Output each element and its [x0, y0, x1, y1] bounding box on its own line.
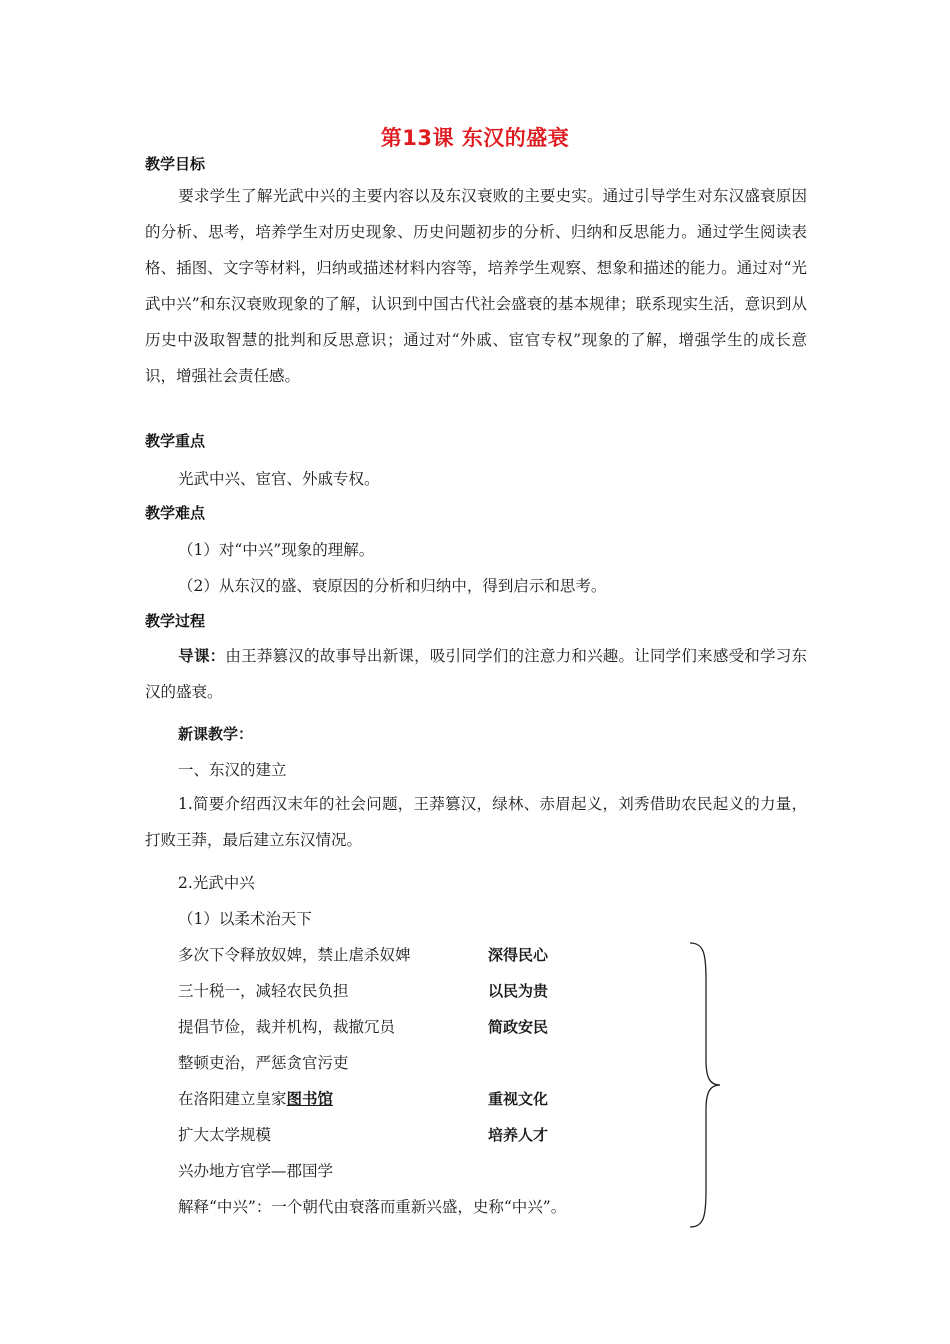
measure-right: 重视文化 — [488, 1090, 549, 1108]
measure-left: 提倡节俭，裁并机构，裁撤冗员 — [178, 1018, 396, 1036]
point1-text: 1.简要介绍西汉末年的社会问题，王莽篡汉，绿林、赤眉起义，刘秀借助农民起义的力量，打败王莽，最后建立东汉情况。 — [145, 795, 807, 849]
difficult-item: （2）从东汉的盛、衰原因的分析和归纳中，得到启示和思考。 — [178, 577, 607, 595]
goals-text: 要求学生了解光武中兴的主要内容以及东汉衰败的主要史实。通过引导学生对东汉盛衰原因的分析、思考，培养学生对历史现象、历史问题初步的分析、归纳和反思能力。通过学生阅读表格、插图、文字等材料，归纳或描述材料内容等，培养学生观察、想象和描述的能力。通过对“光武中兴”和东汉衰败现象的了解，认识到中国古代社会盛衰的基本规律；联系现实生活，意识到从历史中汲取智慧的批判和反思意识；通过对“外戚、宦官专权”现象的了解，增强学生的成长意识，增强社会责任感。 — [145, 187, 807, 385]
page-title: 第13课 东汉的盛衰 — [380, 126, 570, 150]
process-heading: 教学过程 — [145, 612, 206, 630]
measure-right: 培养人才 — [488, 1126, 549, 1144]
difficult-heading: 教学难点 — [145, 504, 206, 522]
key-heading: 教学重点 — [145, 432, 206, 450]
difficult-item: （1）对“中兴”现象的理解。 — [178, 541, 375, 559]
measure-left — [178, 1087, 333, 1109]
sub1-title: （1）以柔术治天下 — [178, 910, 312, 928]
part1-title: 一、东汉的建立 — [178, 761, 287, 779]
intro-label: 导课： — [178, 647, 226, 665]
measure-left: 扩大太学规模 — [178, 1126, 272, 1144]
measure-right: 深得民心 — [488, 946, 549, 964]
measure-right: 以民为贵 — [488, 982, 549, 1000]
zhongxing-explanation: 解释“中兴”：一个朝代由衰落而重新兴盛，史称“中兴”。 — [178, 1198, 567, 1216]
library-link: 图书馆 — [286, 1090, 334, 1108]
point1-paragraph — [145, 786, 807, 858]
measure-left: 兴办地方官学—郡国学 — [178, 1162, 334, 1180]
new-lesson-label: 新课教学： — [178, 725, 254, 743]
goals-paragraph — [145, 178, 807, 394]
measure-left: 多次下令释放奴婢，禁止虐杀奴婢 — [178, 946, 411, 964]
right-brace-icon — [680, 940, 730, 1230]
intro-text: 由王莽篡汉的故事导出新课，吸引同学们的注意力和兴趣。让同学们来感受和学习东汉的盛衰。 — [145, 647, 807, 701]
point2-title: 2.光武中兴 — [178, 874, 255, 892]
measure-left: 三十税一，减轻农民负担 — [178, 982, 349, 1000]
key-text: 光武中兴、宦官、外戚专权。 — [178, 470, 380, 488]
measure-right: 简政安民 — [488, 1018, 549, 1036]
intro-paragraph — [145, 638, 807, 710]
measure-left: 整顿吏治，严惩贪官污吏 — [178, 1054, 349, 1072]
goals-heading: 教学目标 — [145, 155, 206, 173]
measure-left-prefix: 在洛阳建立皇家 — [178, 1090, 287, 1108]
